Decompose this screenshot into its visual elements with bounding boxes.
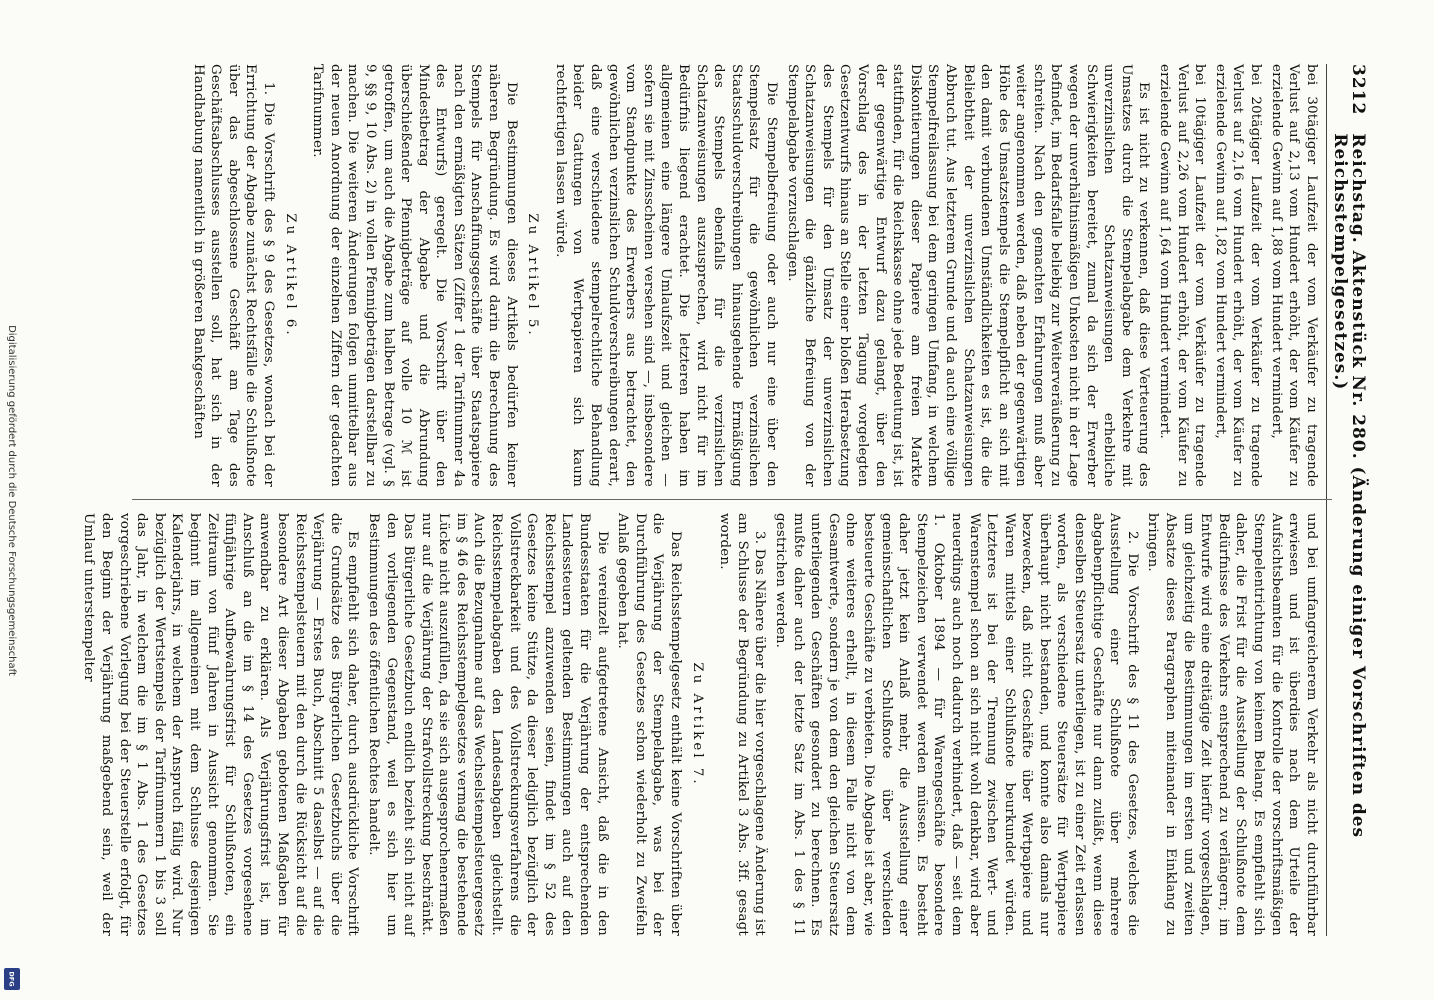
column-divider [132,499,1332,500]
paragraph: Die Stempelbefreiung oder auch nur eine über den Stempelsatz für die gewöhnlichen verzinslichen Staatsschuldverschreibungen hinausgehende Ermäßigung des Stempels ebenfalls für die verzinslichen Schatzanweisungen auszusprechen, wird nicht für im Bedürfnis liegend erachtet. Die letzteren haben im allgemeinen eine längere Umlaufszeit und gleichen — sofern sie mit Zinsscheinen versehen sind —, insbesondere vom Standpunkte des Erwerbers aus betrachtet, den gewöhnlichen verzinslichen Schuldverschreibungen derart, daß eine verschiedene stempelrechtliche Behandlung beider Gattungen von Wertpapieren sich kaum rechtfertigen lassen würde. [552,64,779,487]
section-heading-art7: Zu Artikel 7. [689,662,705,787]
text-columns [77,64,1320,936]
paragraph: und bei umfangreicherem Verkehr als nicht durchführbar erwiesen und ist überdies nach dem Urteile der Aufsichtsbeamten für die Kontrolle der vorschriftsmäßigen Stempelentrichtung von keinem Belang. Es empfiehlt sich daher, die Frist für die Ausstellung der Schlußnote dem Bedürfnisse des Verkehrs entsprechend zu verlängern; im Entwurfe wird eine dreitägige Zeit hierfür vorgeschlagen, um gleichzeitig die Bestimmungen im ersten und zweiten Absatze dieses Paragraphen miteinander in Einklang zu bringen. [1145,513,1319,936]
left-column [77,64,1320,487]
paragraph: Die Bestimmungen dieses Artikels bedürfen keiner näheren Begründung. Es wird darin die Berechnung des Stempels für Anschaffungsgeschäfte über Staatspapiere nach den ermäßigten Sätzen (Ziffer 1 der Tarifnummer 4a des Entwurfs) geregelt. Die Vorschrift über den Mindestbetrag der Abgabe und die Abrundung überschießender Pfennigbeträge auf volle 10 ℳ ist getroffen, um auch die Abgabe zum halben Betrage (vgl. § 9, §§ 9, 10 Abs. 2) in vollen Pfennigbeträgen darstellbar zu machen. Die weiteren Änderungen folgen unmittelbar aus der neuen Anordnung der einzelnen Ziffern der gedachten Tarifnummer. [310,64,519,487]
right-column [77,513,1320,936]
paragraph: bei 30tägiger Laufzeit der vom Verkäufer zu tragende Verlust auf 2,13 vom Hundert erhöht, der vom Käufer zu erzielende Gewinn auf 1,88 vom Hundert vermindert, [1268,64,1319,487]
paragraph: bei 20tägiger Laufzeit der vom Verkäufer zu tragende Verlust auf 2,16 vom Hundert erhöht, der vom Käufer zu erzielende Gewinn auf 1,82 vom Hundert vermindert, [1212,64,1264,487]
page-number: 3212 [1348,64,1368,116]
paragraph: 3. Das Nähere über die hier vorgeschlagene Änderung ist am Schlusse der Begründung zu Artikel 3 Abs. 3ff. gesagt worden. [717,513,768,936]
paragraph: Es ist nicht zu verkennen, daß diese Verteuerung des Umsatzes durch die Stempelabgabe dem Verkehre mit unverzinslichen Schatzanweisungen erhebliche Schwierigkeiten bereitet, zumal da sich der Erwerber wegen der unverhältnismäßigen Unkosten nicht in der Lage befindet, im Bedarfsfalle beliebig zur Weiterveräußerung zu schreiten. Nach den gemachten Erfahrungen muß aber weiter angenommen werden, daß neben der gegenwärtigen Höhe des Umsatzstempels die Stempelpflicht an sich mit den damit verbundenen Umständlichkeiten es ist, die die Beliebtheit der unverzinslichen Schatzanweisungen Abbruch tut. Aus letzterem Grunde und da auch eine völlige Stempelfreilassung bei dem geringen Umfang, in welchem Diskontierungen dieser Papiere am freien Markte stattfinden, für die Reichskasse ohne jede Bedeutung ist, ist der gegenwärtige Entwurf dazu gelangt, über den Vorschlag des in der letzten Tagung vorgelegten Gesetzentwurfs hinaus an Stelle einer bloßen Herabsetzung des Stempels für den Umsatz der unverzinslichen Schatzanweisungen die gänzliche Befreiung von der Stempelabgabe vorzuschlagen. [784,64,1152,487]
page-title: Reichstag. Aktenstück Nr. 280. (Änderung einiger Vorschriften des Reichsstempelgesetzes.) [1330,133,1368,839]
paragraph: Es empfiehlt sich daher, durch ausdrückliche Vorschrift die Grundsätze des Bürgerlichen Gesetzbuchs über die Verjährung — Erstes Buch, Abschnitt 5 daselbst — auf die Reichsstempelsteuern mit den durch die Rücksicht auf die besondere Art dieser Abgaben gebotenen Maßgaben für anwendbar zu erklären. Als Verjährungsfrist ist, im Anschluß an die im § 14 des Gesetzes vorgesehene fünfjährige Aufbewahrungsfrist für Schlußnoten, ein Zeitraum von fünf Jahren in Aussicht genommen. Sie beginnt im allgemeinen mit dem Schlusse desjenigen Kalenderjahrs, in welchem der Anspruch fällig wird. Nur bezüglich der Wertstempels der Tarifnummern 1 bis 3 soll das Jahr, in welchem die im § 1 Abs. 1 des Gesetzes vorgeschriebene Vorlegung bei der Steuerstelle erfolgt, für den Beginn der Verjährung maßgebend sein, weil der Umlauf unterstempelter [81,513,361,936]
dfg-logo-text: DFG [7,971,16,987]
section-heading-art6: Zu Artikel 6. [282,213,298,338]
paragraph: 1. Die Vorschrift des § 9 des Gesetzes, wonach bei der Errichtung der Abgabe zunächst Rechtsfälle die Schlußnote über das abgeschlossene Geschäft am Tage des Geschäftsabschlusses ausstellen soll, hat sich in der Handhabung namentlich in größeren Bankgeschäften [190,64,276,487]
page-header [1326,64,1366,936]
digitization-credit [0,0,22,1000]
dfg-logo [4,968,20,990]
paragraph: Das Reichsstempelgesetz enthält keine Vorschriften über die Verjährung der Stempelabgabe, was bei der Durchführung des Gesetzes schon wiederholt zu Zweifeln Anlaß gegeben hat. [615,513,684,936]
paragraph: Die vereinzelt aufgetretene Ansicht, daß die in den Bundesstaaten für die Verjährung der entsprechenden Landessteuern geltenden Bestimmungen auch auf den Reichsstempel anzuwenden seien, findet im § 52 des Gesetzes keine Stütze, da dieser lediglich bezüglich der Vollstreckbarkeit und des Vollstreckungsverfahrens die Reichsstempelabgaben den Landesabgaben gleichstellt. Auch die Bezugnahme auf das Wechselstempelsteuergesetz im § 46 des Reichsstempelgesetzes vermag die bestehende Lücke nicht auszufüllen, da sie sich ausgesprochenermaßen nur auf die Verjährung der Strafvollstreckung beschränkt. Das Bürgerliche Gesetzbuch endlich bezieht sich nicht auf den vorliegenden Gegenstand, weil es sich hier um Bestimmungen des öffentlichen Rechtes handelt. [365,513,610,936]
paragraph: 2. Die Vorschrift des § 11 des Gesetzes, welches die Ausstellung einer Schlußnote über mehrere abgabenpflichtige Geschäfte nur dann zuläßt, wenn diese denselben Steuersatz unterliegen, ist zu einer Zeit erlassen worden, als verschiedene Steuersätze für Wertpapiere überhaupt nicht bestanden, und konnte also damals nur bezwecken, daß nicht Geschäfte über Wertpapiere und Waren mittels einer Schlußnote beurkundet würden. Letzteres ist bei der Trennung zwischen Wert- und Warenstempel schon an sich nicht wohl denkbar, wird aber neuerdings auch noch dadurch verhindert, daß — seit dem 1. Oktober 1894 — für Warengeschäfte besondere Stempelzeichen verwendet werden müssen. Es besteht daher jetzt kein Anlaß mehr, die Ausstellung einer gemeinschaftlichen Schlußnote über verschieden besteuerte Geschäfte zu verbieten. Die Abgabe ist aber, wie ohne weiteres erhellt, in diesem Falle nicht von dem Gesamtwerte, sondern je von dem den gleichen Steuersatz unterliegenden Geschäften gesondert zu berechnen. Es mußte daher auch der letzte Satz im Abs. 1 des § 11 gestrichen werden. [773,513,1140,936]
section-heading-art5: Zu Artikel 5. [525,213,541,338]
rotated-sheet [50,30,1384,970]
paragraph: bei 10tägiger Laufzeit der vom Verkäufer zu tragende Verlust auf 2,26 vom Hundert erhöht, der vom Käufer zu erzielende Gewinn auf 1,64 vom Hundert vermindert. [1157,64,1208,487]
credit-text: Digitalisierung gefördert durch die Deutsche Forschungsgemeinschaft [5,324,17,676]
